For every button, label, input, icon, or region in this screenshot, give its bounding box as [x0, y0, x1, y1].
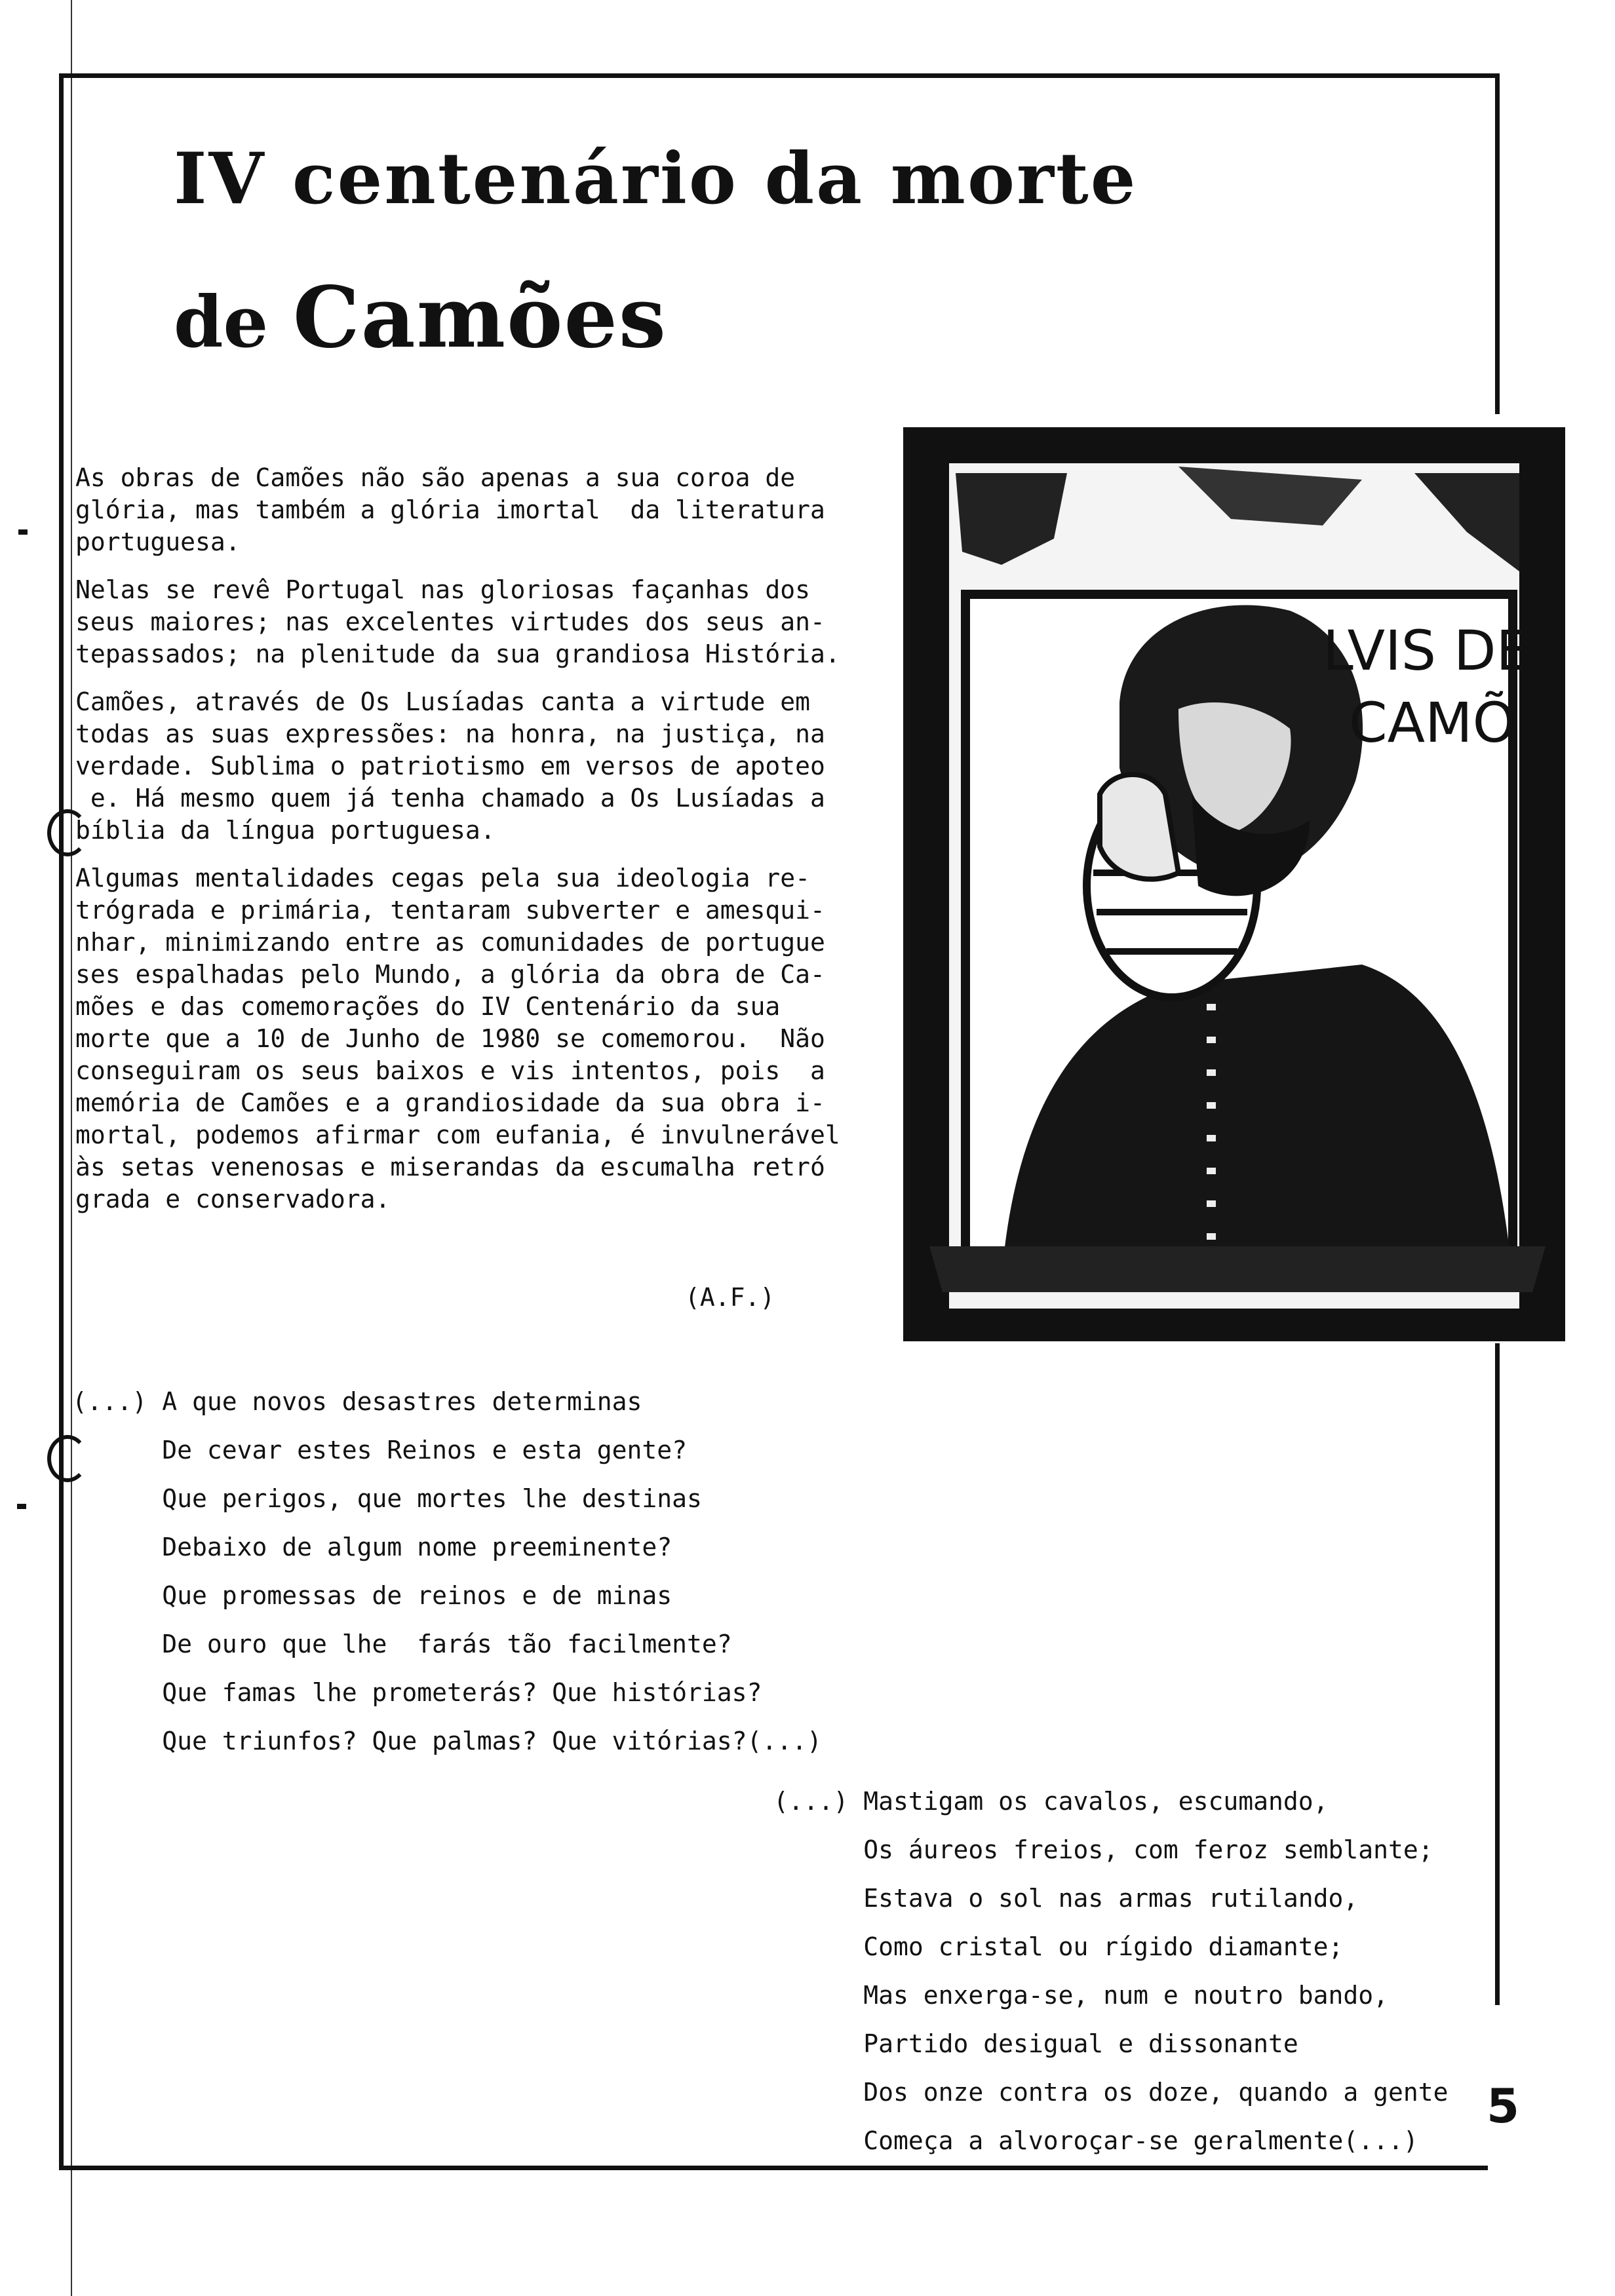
frame-top-border: [59, 73, 1500, 78]
article-line: As obras de Camões não são apenas a sua coroa de: [75, 463, 796, 492]
poem-line: Mas enxerga-se, num e noutro bando,: [773, 1981, 1388, 2010]
article-paragraph: [75, 862, 901, 1215]
article-line: ses espalhadas pelo Mundo, a glória da obra de Ca-: [75, 960, 825, 989]
title-prefix: de: [174, 281, 269, 364]
portrait-inscription: CAMÕ: [1349, 691, 1516, 755]
article-line: trógrada e primária, tentaram subverter e amesqui-: [75, 896, 825, 925]
page-number: 5: [1487, 2078, 1520, 2133]
poem-line: Que promessas de reinos e de minas: [72, 1581, 672, 1610]
frame-right-border: [1495, 73, 1500, 414]
article-paragraph: [75, 686, 901, 847]
poem-stanza-1: [72, 1377, 822, 1765]
article-line: morte que a 10 de Junho de 1980 se comemorou. Não: [75, 1024, 825, 1053]
page-title-line1: IV centenário da morte: [174, 138, 1138, 220]
article-line: e. Há mesmo quem já tenha chamado a Os Lusíadas a: [75, 784, 825, 813]
frame-left-border: [59, 73, 64, 2170]
scan-mark: [17, 1504, 26, 1509]
portrait-inscription: LVIS DE: [1323, 619, 1531, 683]
article-line: Algumas mentalidades cegas pela sua ideologia re-: [75, 864, 811, 892]
article-line: glória, mas também a glória imortal da literatura: [75, 495, 825, 524]
article-line: todas as suas expressões: na honra, na justiça, na: [75, 719, 825, 748]
poem-line: Estava o sol nas armas rutilando,: [773, 1884, 1359, 1913]
article-line: bíblia da língua portuguesa.: [75, 816, 496, 845]
title-name: Camões: [292, 269, 667, 367]
article-line: memória de Camões e a grandiosidade da sua obra i-: [75, 1088, 825, 1117]
article-line: mões e das comemorações do IV Centenário da sua: [75, 992, 781, 1021]
page-title-line2: [174, 269, 667, 367]
article-line: Nelas se revê Portugal nas gloriosas façanhas dos: [75, 575, 811, 604]
article-line: Camões, através de Os Lusíadas canta a virtude em: [75, 687, 811, 716]
article-line: tepassados; na plenitude da sua grandiosa História.: [75, 640, 840, 668]
frame-bottom-border: [59, 2166, 1488, 2170]
margin-rule: [71, 0, 72, 2296]
article-line: nhar, minimizando entre as comunidades de portugue: [75, 928, 825, 957]
poem-line: Que famas lhe prometerás? Que histórias?: [72, 1678, 762, 1707]
camoes-portrait-image: [903, 427, 1565, 1341]
poem-line: Partido desigual e dissonante: [773, 2029, 1298, 2058]
article-line: conseguiram os seus baixos e vis intentos, pois a: [75, 1056, 825, 1085]
frame-right-border-lower: [1495, 1343, 1500, 2005]
article-line: portuguesa.: [75, 527, 241, 556]
poem-line: Que perigos, que mortes lhe destinas: [72, 1484, 702, 1513]
article-line: mortal, podemos afirmar com eufania, é invulnerável: [75, 1120, 840, 1149]
poem-line: Debaixo de algum nome preeminente?: [72, 1533, 672, 1561]
scan-mark: [18, 529, 28, 535]
poem-line: Como cristal ou rígido diamante;: [773, 1932, 1344, 1961]
article-paragraph: [75, 462, 901, 558]
poem-line: Começa a alvoroçar-se geralmente(...): [773, 2126, 1418, 2155]
poem-line: (...) A que novos desastres determinas: [72, 1387, 642, 1416]
article-line: grada e conservadora.: [75, 1185, 391, 1214]
poem-line: Os áureos freios, com feroz semblante;: [773, 1835, 1433, 1864]
article-signature: (A.F.): [685, 1283, 775, 1312]
poem-line: Dos onze contra os doze, quando a gente: [773, 2078, 1449, 2107]
article-line: às setas venenosas e miserandas da escumalha retró: [75, 1153, 825, 1181]
poem-line: Que triunfos? Que palmas? Que vitórias?(...): [72, 1727, 822, 1755]
poem-line: De ouro que lhe farás tão facilmente?: [72, 1630, 732, 1658]
poem-line: De cevar estes Reinos e esta gente?: [72, 1436, 687, 1464]
article-body: [75, 462, 901, 1231]
poem-line: (...) Mastigam os cavalos, escumando,: [773, 1787, 1329, 1816]
article-paragraph: [75, 574, 901, 670]
article-line: seus maiores; nas excelentes virtudes dos seus an-: [75, 607, 825, 636]
poem-stanza-2: [773, 1777, 1449, 2165]
article-line: verdade. Sublima o patriotismo em versos de apoteo: [75, 752, 825, 780]
